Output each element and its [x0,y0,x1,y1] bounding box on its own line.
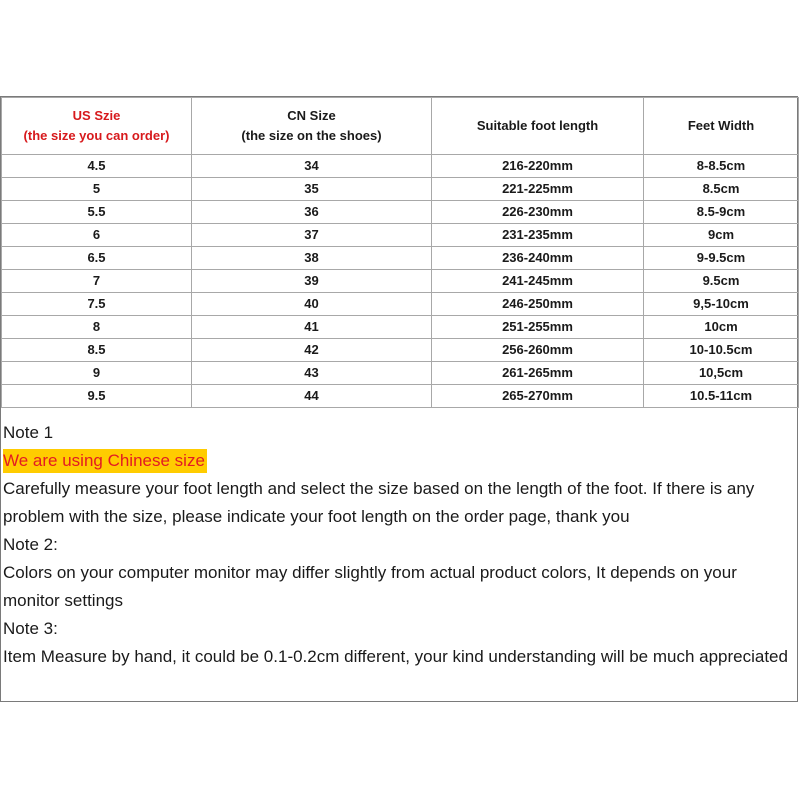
note-2-body: Colors on your computer monitor may differ slightly from actual product colors, It depends on your monitor settings [3,563,737,610]
cell-cn-size: 43 [192,362,432,385]
cell-foot-length: 251-255mm [432,316,644,339]
cell-feet-width: 8-8.5cm [644,155,799,178]
header-us-size-title: US Szie [72,107,121,123]
cell-cn-size: 40 [192,293,432,316]
cell-cn-size: 35 [192,178,432,201]
table-row [2,224,799,247]
header-row [2,98,799,155]
table-row [2,155,799,178]
header-cn-size-subtitle: (the size on the shoes) [241,128,382,143]
cell-foot-length: 226-230mm [432,201,644,224]
header-us-size [2,98,192,155]
cell-feet-width: 9,5-10cm [644,293,799,316]
table-row [2,339,799,362]
cell-foot-length: 241-245mm [432,270,644,293]
table-row [2,293,799,316]
table-body [2,155,799,408]
cell-us-size: 7 [2,270,192,293]
note-1-title: Note 1 [3,423,54,442]
cell-foot-length: 261-265mm [432,362,644,385]
table-row [2,201,799,224]
cell-foot-length: 216-220mm [432,155,644,178]
note-1-body: Carefully measure your foot length and select the size based on the length of the foot. If there is any problem with the size, please indicate your foot length on the order page, thank you [3,479,755,526]
cell-feet-width: 8.5-9cm [644,201,799,224]
cell-feet-width: 10cm [644,316,799,339]
cell-cn-size: 34 [192,155,432,178]
cell-us-size: 7.5 [2,293,192,316]
cell-foot-length: 246-250mm [432,293,644,316]
cell-feet-width: 9cm [644,224,799,247]
header-cn-size-title: CN Size [287,107,336,123]
cell-foot-length: 221-225mm [432,178,644,201]
note-3-body: Item Measure by hand, it could be 0.1-0.2cm different, your kind understanding will be much appreciated [3,647,788,666]
cell-foot-length: 265-270mm [432,385,644,408]
cell-foot-length: 256-260mm [432,339,644,362]
size-table [1,97,799,408]
size-chart-sheet [0,96,798,702]
table-row [2,178,799,201]
cell-cn-size: 39 [192,270,432,293]
cell-us-size: 4.5 [2,155,192,178]
cell-cn-size: 37 [192,224,432,247]
cell-us-size: 5.5 [2,201,192,224]
note-2-title: Note 2: [3,535,58,554]
cell-us-size: 9 [2,362,192,385]
cell-feet-width: 8.5cm [644,178,799,201]
note-3-title: Note 3: [3,619,58,638]
cell-us-size: 6 [2,224,192,247]
cell-cn-size: 36 [192,201,432,224]
header-feet-width [644,98,799,155]
header-foot-length-title: Suitable foot length [476,117,599,133]
header-us-size-subtitle: (the size you can order) [23,128,170,143]
cell-cn-size: 41 [192,316,432,339]
table-row [2,316,799,339]
table-row [2,362,799,385]
header-feet-width-title: Feet Width [687,117,755,133]
table-row [2,270,799,293]
cell-us-size: 6.5 [2,247,192,270]
cell-feet-width: 9.5cm [644,270,799,293]
note-1-highlight: We are using Chinese size [3,449,207,473]
cell-feet-width: 9-9.5cm [644,247,799,270]
table-row [2,385,799,408]
header-cn-size [192,98,432,155]
cell-cn-size: 44 [192,385,432,408]
cell-feet-width: 10,5cm [644,362,799,385]
notes-section [3,419,795,671]
cell-cn-size: 38 [192,247,432,270]
cell-us-size: 8 [2,316,192,339]
cell-us-size: 5 [2,178,192,201]
cell-us-size: 8.5 [2,339,192,362]
cell-cn-size: 42 [192,339,432,362]
cell-feet-width: 10.5-11cm [644,385,799,408]
cell-foot-length: 236-240mm [432,247,644,270]
cell-foot-length: 231-235mm [432,224,644,247]
table-row [2,247,799,270]
cell-feet-width: 10-10.5cm [644,339,799,362]
cell-us-size: 9.5 [2,385,192,408]
header-foot-length [432,98,644,155]
